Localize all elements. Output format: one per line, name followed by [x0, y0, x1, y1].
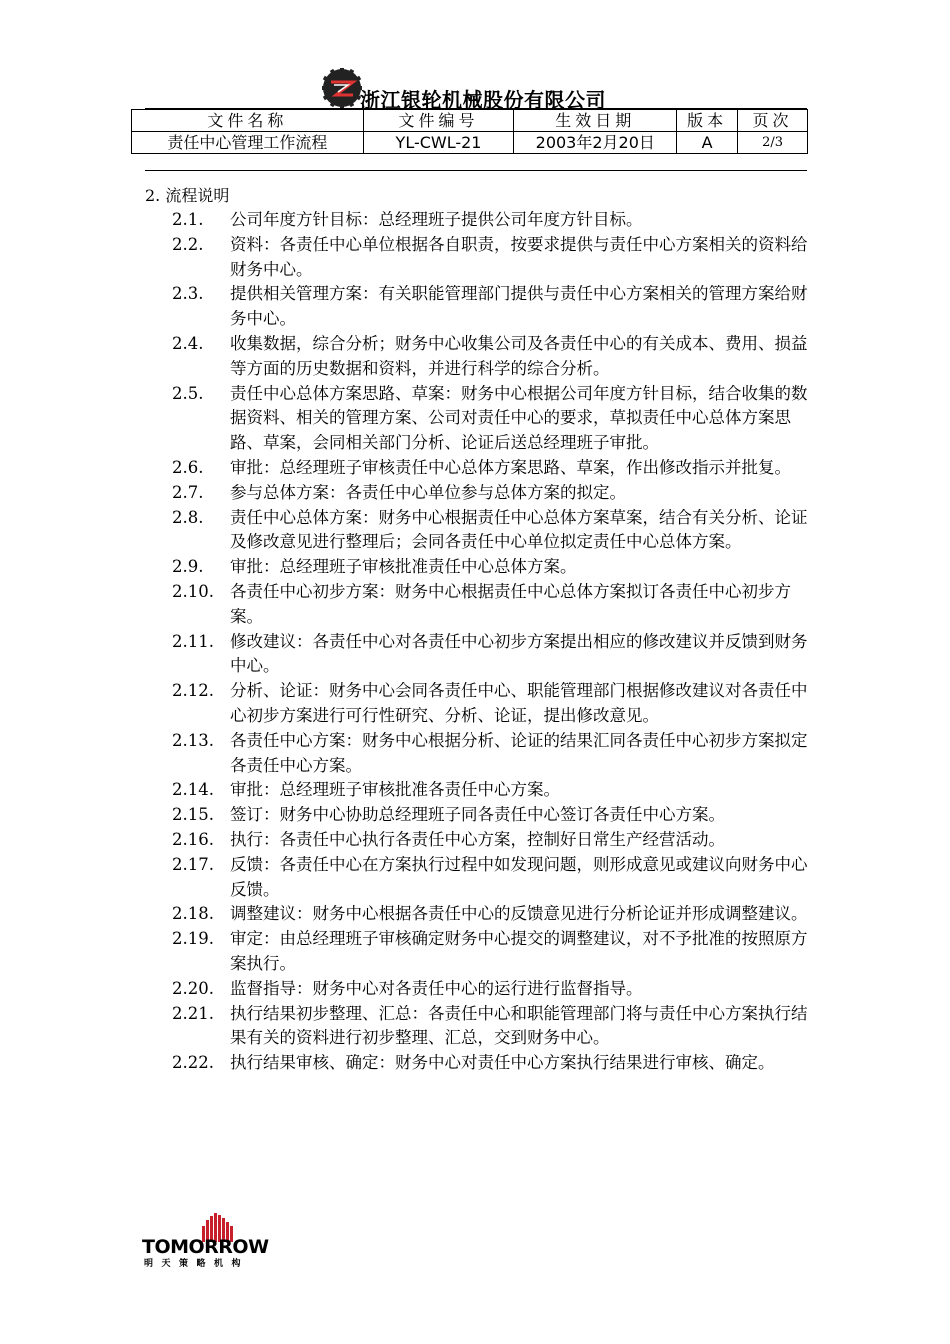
list-item: [172, 803, 812, 828]
meta-value-cell: 责任中心管理工作流程: [132, 132, 364, 154]
item-number: 2.10.: [172, 581, 214, 601]
logo-sub-text: 明天策略机构: [144, 1259, 250, 1268]
list-item: [172, 1051, 812, 1076]
item-text: 各责任中心方案：财务中心根据分析、论证的结果汇同各责任中心初步方案拟定各责任中心方案。: [230, 730, 808, 775]
item-text: 资料：各责任中心单位根据各自职责，按要求提供与责任中心方案相关的资料给财务中心。: [230, 234, 808, 279]
item-text: 收集数据，综合分析；财务中心收集公司及各责任中心的有关成本、费用、损益等方面的历史数据和资料，并进行科学的综合分析。: [230, 333, 808, 378]
item-text: 监督指导：财务中心对各责任中心的运行进行监督指导。: [230, 978, 643, 998]
list-item: [172, 481, 812, 506]
list-item: [172, 282, 812, 332]
item-number: 2.11.: [172, 631, 214, 651]
meta-value-cell: YL-CWL-21: [363, 132, 514, 154]
meta-value-cell: 2003年2月20日: [514, 132, 677, 154]
item-number: 2.13.: [172, 730, 214, 750]
item-text: 公司年度方针目标：总经理班子提供公司年度方针目标。: [230, 210, 643, 229]
item-number: 2.19.: [172, 929, 214, 949]
logo-brand-text: TOMORROW: [142, 1236, 269, 1258]
item-text: 执行结果审核、确定：财务中心对责任中心方案执行结果进行审核、确定。: [230, 1053, 775, 1073]
item-text: 执行结果初步整理、汇总：各责任中心和职能管理部门将与责任中心方案执行结果有关的资料进行初步整理、汇总，交到财务中心。: [230, 1003, 808, 1048]
company-logo-icon: [322, 68, 362, 108]
document-meta-table: [131, 109, 808, 154]
process-list: [172, 208, 812, 1076]
list-item: [172, 729, 812, 779]
item-text: 参与总体方案：各责任中心单位参与总体方案的拟定。: [230, 482, 626, 502]
item-number: 2.5.: [172, 383, 204, 403]
meta-header-row: [132, 110, 808, 132]
item-number: 2.15.: [172, 805, 214, 825]
list-item: [172, 902, 812, 927]
item-text: 签订：财务中心协助总经理班子同各责任中心签订各责任中心方案。: [230, 805, 725, 825]
meta-header-cell: 文件名称: [132, 110, 364, 132]
list-item: [172, 332, 812, 382]
list-item: [172, 208, 812, 233]
meta-value-cell: 2/3: [738, 132, 808, 154]
list-item: [172, 456, 812, 481]
item-text: 反馈：各责任中心在方案执行过程中如发现问题，则形成意见或建议向财务中心反馈。: [230, 854, 808, 899]
company-name: 浙江银轮机械股份有限公司: [360, 88, 606, 112]
list-item: [172, 555, 812, 580]
meta-value-row: [132, 132, 808, 154]
list-item: [172, 233, 812, 283]
item-number: 2.8.: [172, 507, 204, 527]
tomorrow-logo-icon: [142, 1212, 307, 1268]
item-number: 2.21.: [172, 1003, 214, 1023]
list-item: [172, 853, 812, 903]
item-text: 分析、论证：财务中心会同各责任中心、职能管理部门根据修改建议对各责任中心初步方案进行可行性研究、分析、论证，提出修改意见。: [230, 681, 808, 725]
item-number: 2.22.: [172, 1053, 214, 1073]
item-number: 2.12.: [172, 681, 214, 701]
list-item: [172, 778, 812, 803]
list-item: [172, 828, 812, 853]
item-number: 2.7.: [172, 482, 204, 502]
item-number: 2.17.: [172, 854, 214, 874]
meta-value-cell: A: [677, 132, 738, 154]
section-rule: [145, 170, 807, 171]
item-text: 责任中心总体方案：财务中心根据责任中心总体方案草案，结合有关分析、论证及修改意见进行整理后；会同各责任中心单位拟定责任中心总体方案。: [230, 507, 808, 552]
meta-header-cell: 文件编号: [363, 110, 514, 132]
list-item: [172, 679, 812, 729]
list-item: [172, 382, 812, 456]
item-number: 2.2.: [172, 234, 204, 254]
document-header: [0, 64, 950, 114]
meta-header-cell: 页次: [738, 110, 808, 132]
item-text: 调整建议：财务中心根据各责任中心的反馈意见进行分析论证并形成调整建议。: [230, 904, 808, 924]
item-number: 2.18.: [172, 904, 214, 924]
item-text: 各责任中心初步方案：财务中心根据责任中心总体方案拟订各责任中心初步方案。: [230, 581, 791, 626]
item-number: 2.3.: [172, 284, 204, 304]
item-number: 2.16.: [172, 829, 214, 849]
item-number: 2.20.: [172, 978, 214, 998]
item-text: 审批：总经理班子审核批准各责任中心方案。: [230, 780, 560, 800]
item-text: 责任中心总体方案思路、草案：财务中心根据公司年度方针目标，结合收集的数据资料、相关的管理方案、公司对责任中心的要求，草拟责任中心总体方案思路、草案，会同相关部门分析、论证后送总经理班子审批。: [230, 383, 808, 453]
list-item: [172, 1002, 812, 1052]
item-number: 2.4.: [172, 333, 204, 353]
item-text: 执行：各责任中心执行各责任中心方案，控制好日常生产经营活动。: [230, 829, 725, 849]
list-item: [172, 927, 812, 977]
item-text: 审定：由总经理班子审核确定财务中心提交的调整建议，对不予批准的按照原方案执行。: [230, 929, 808, 973]
item-number: 2.6.: [172, 457, 204, 477]
item-number: 2.1.: [172, 210, 204, 229]
meta-header-cell: 版本: [677, 110, 738, 132]
item-number: 2.9.: [172, 557, 204, 577]
list-item: [172, 977, 812, 1002]
item-text: 提供相关管理方案：有关职能管理部门提供与责任中心方案相关的管理方案给财务中心。: [230, 284, 808, 329]
item-number: 2.14.: [172, 780, 214, 800]
item-text: 审批：总经理班子审核责任中心总体方案思路、草案，作出修改指示并批复。: [230, 457, 791, 477]
list-item: [172, 506, 812, 556]
item-text: 修改建议：各责任中心对各责任中心初步方案提出相应的修改建议并反馈到财务中心。: [230, 631, 808, 676]
section-title: 2. 流程说明: [145, 186, 230, 205]
list-item: [172, 580, 812, 630]
list-item: [172, 630, 812, 680]
item-text: 审批：总经理班子审核批准责任中心总体方案。: [230, 557, 577, 577]
meta-header-cell: 生效日期: [514, 110, 677, 132]
